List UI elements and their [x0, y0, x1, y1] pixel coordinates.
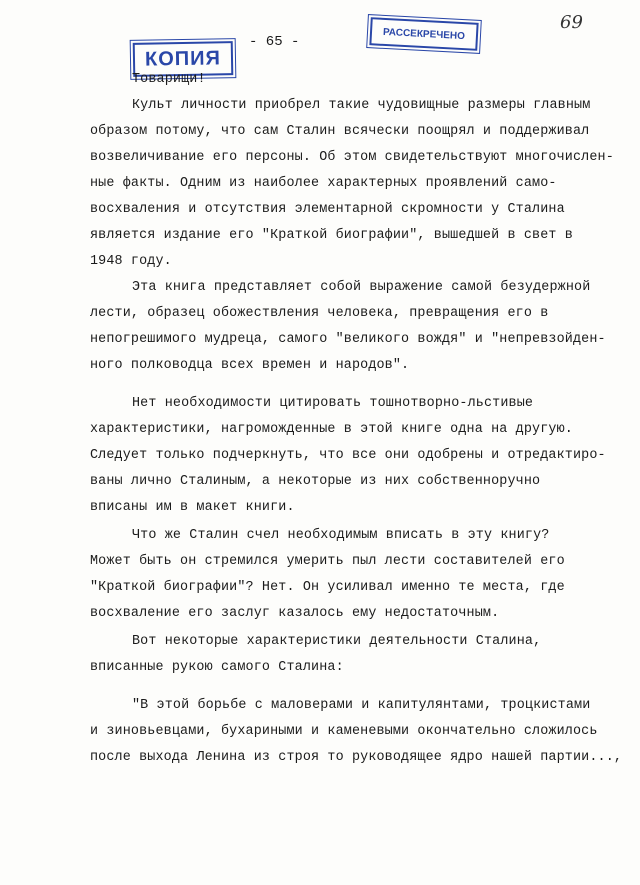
text-line: восхваления и отсутствия элементарной скромности у Сталина: [90, 202, 565, 217]
text-line: Нет необходимости цитировать тошнотворно-льстивые: [132, 396, 534, 411]
text-line: вписанные рукою самого Сталина:: [90, 660, 344, 675]
text-line: "Краткой биографии"? Нет. Он усиливал именно те места, где: [90, 580, 565, 595]
copy-stamp-text: КОПИЯ: [144, 46, 222, 71]
text-line: вписаны им в макет книги.: [90, 500, 295, 515]
text-line: Эта книга представляет собой выражение самой безудержной: [132, 280, 591, 295]
archive-number: 69: [560, 12, 583, 33]
quote-line: после выхода Ленина из строя то руководящее ядро нашей партии...,: [90, 750, 623, 765]
text-line: восхваление его заслуг казалось ему недостаточным.: [90, 606, 500, 621]
page-number: - 65 -: [249, 34, 300, 50]
text-line: Что же Сталин счел необходимым вписать в эту книгу?: [132, 528, 550, 543]
text-line: непогрешимого мудреца, самого "великого вождя" и "непревзойден-: [90, 332, 606, 347]
text-line: образом потому, что сам Сталин всячески поощрял и поддерживал: [90, 124, 590, 139]
salutation: Товарищи!: [132, 72, 206, 87]
text-line: является издание его "Краткой биографии", вышедшей в свет в: [90, 228, 573, 243]
quote-line: и зиновьевцами, бухариными и каменевыми окончательно сложилось: [90, 724, 598, 739]
text-line: Культ личности приобрел такие чудовищные размеры главным: [132, 98, 591, 113]
text-line: лести, образец обожествления человека, превращения его в: [90, 306, 549, 321]
text-line: Вот некоторые характеристики деятельности Сталина,: [132, 634, 542, 649]
text-line: Может быть он стремился умерить пыл лести составителей его: [90, 554, 565, 569]
text-line: ные факты. Одним из наиболее характерных проявлений само-: [90, 176, 557, 191]
quote-line: "В этой борьбе с маловерами и капитулянтами, троцкистами: [132, 698, 591, 713]
text-line: ного полководца всех времен и народов".: [90, 358, 410, 373]
declassified-stamp: [369, 17, 478, 51]
text-line: характеристики, нагроможденные в этой книге одна на другую.: [90, 422, 573, 437]
declassified-stamp-text: РАССЕКРЕЧЕНО: [382, 26, 466, 42]
text-line: ваны лично Сталиным, а некоторые из них собственноручно: [90, 474, 541, 489]
text-line: 1948 году.: [90, 254, 172, 269]
text-line: Следует только подчеркнуть, что все они одобрены и отредактиро-: [90, 448, 606, 463]
text-line: возвеличивание его персоны. Об этом свидетельствуют многочислен-: [90, 150, 614, 165]
